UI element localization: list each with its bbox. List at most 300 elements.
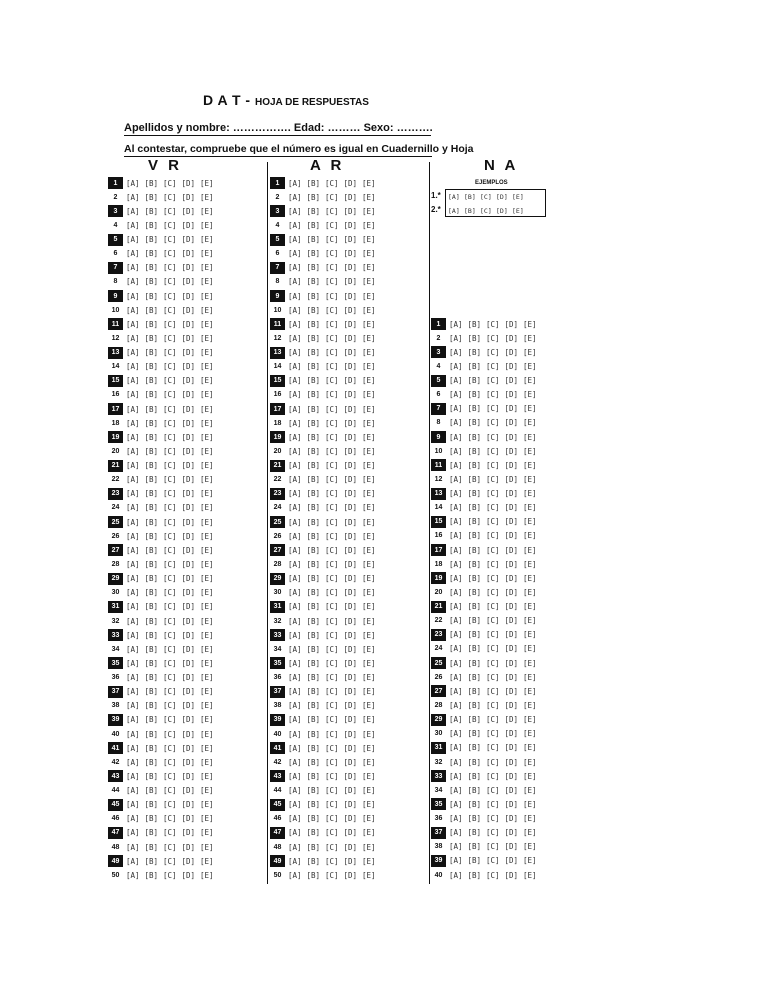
option-a[interactable]: [A]	[449, 672, 463, 682]
option-c[interactable]: [C]	[163, 489, 177, 499]
option-c[interactable]: [C]	[325, 319, 339, 329]
option-c[interactable]: [C]	[325, 715, 339, 725]
option-d[interactable]: [D]	[181, 644, 196, 654]
option-e[interactable]: [E]	[200, 446, 214, 456]
option-e[interactable]: [E]	[200, 757, 214, 767]
option-e[interactable]: [E]	[362, 291, 376, 301]
option-c[interactable]: [C]	[163, 263, 177, 273]
option-d[interactable]: [D]	[181, 715, 196, 725]
option-d[interactable]: [D]	[343, 729, 358, 739]
option-b[interactable]: [B]	[467, 432, 482, 442]
option-b[interactable]: [B]	[306, 856, 321, 866]
option-b[interactable]: [B]	[144, 235, 159, 245]
option-a[interactable]: [A]	[126, 856, 140, 866]
option-b[interactable]: [B]	[144, 531, 159, 541]
option-d[interactable]: [D]	[181, 517, 196, 527]
option-b[interactable]: [B]	[144, 715, 159, 725]
option-e[interactable]: [E]	[200, 687, 214, 697]
option-a[interactable]: [A]	[288, 418, 302, 428]
option-b[interactable]: [B]	[144, 658, 159, 668]
option-b[interactable]: [B]	[144, 757, 159, 767]
option-c[interactable]: [C]	[486, 701, 500, 710]
option-c[interactable]: [C]	[486, 418, 500, 428]
option-d[interactable]: [D]	[181, 602, 196, 612]
option-b[interactable]: [B]	[144, 743, 159, 753]
option-a[interactable]: [A]	[288, 729, 302, 739]
option-e[interactable]: [E]	[523, 602, 537, 612]
option-a[interactable]: [A]	[288, 644, 302, 654]
option-c[interactable]: [C]	[325, 291, 339, 301]
option-b[interactable]: [B]	[306, 319, 321, 329]
option-e[interactable]: [E]	[523, 630, 537, 640]
option-a[interactable]: [A]	[288, 701, 302, 711]
option-d[interactable]: [D]	[343, 489, 358, 499]
option-c[interactable]: [C]	[325, 475, 339, 485]
option-c[interactable]: [C]	[163, 870, 177, 880]
option-b[interactable]: [B]	[144, 673, 159, 683]
option-e[interactable]: [E]	[362, 517, 376, 527]
option-a[interactable]: [A]	[126, 235, 140, 245]
option-e[interactable]: [E]	[200, 263, 214, 273]
option-e[interactable]: [E]	[362, 673, 376, 683]
option-a[interactable]: [A]	[126, 291, 140, 301]
option-c[interactable]: [C]	[486, 545, 500, 555]
option-e[interactable]: [E]	[523, 771, 537, 781]
option-c[interactable]: [C]	[163, 715, 177, 725]
option-b[interactable]: [B]	[467, 630, 482, 640]
option-b[interactable]: [B]	[467, 686, 482, 696]
option-a[interactable]: [A]	[288, 235, 302, 245]
option-d[interactable]: [D]	[181, 348, 196, 358]
option-d[interactable]: [D]	[181, 446, 196, 456]
option-b[interactable]: [B]	[467, 404, 482, 414]
option-b[interactable]: [B]	[306, 446, 321, 456]
option-b[interactable]: [B]	[144, 630, 159, 640]
option-b[interactable]: [B]	[467, 658, 482, 668]
option-c[interactable]: [C]	[325, 376, 339, 386]
option-b[interactable]: [B]	[306, 348, 321, 358]
option-d[interactable]: [D]	[343, 842, 358, 852]
option-c[interactable]: [C]	[163, 446, 177, 456]
option-c[interactable]: [C]	[325, 644, 339, 654]
option-b[interactable]: [B]	[144, 305, 159, 315]
option-a[interactable]: [A]	[126, 446, 140, 456]
option-c[interactable]: [C]	[163, 432, 177, 442]
option-b[interactable]: [B]	[306, 574, 321, 584]
option-a[interactable]: [A]	[449, 630, 463, 640]
option-d[interactable]: [D]	[343, 658, 358, 668]
option-b[interactable]: [B]	[467, 771, 482, 781]
option-b[interactable]: [B]	[306, 206, 321, 216]
option-c[interactable]: [C]	[325, 701, 339, 711]
option-a[interactable]: [A]	[126, 828, 140, 838]
option-e[interactable]: [E]	[362, 503, 376, 513]
option-e[interactable]: [E]	[523, 446, 537, 456]
option-b[interactable]: [B]	[467, 418, 482, 428]
option-a[interactable]: [A]	[126, 489, 140, 499]
option-a[interactable]: [A]	[288, 206, 302, 216]
option-a[interactable]: [A]	[449, 602, 463, 612]
option-a[interactable]: [A]	[126, 729, 140, 739]
option-d[interactable]: [D]	[181, 630, 196, 640]
option-c[interactable]: [C]	[163, 588, 177, 598]
option-c[interactable]: [C]	[325, 771, 339, 781]
option-c[interactable]: [C]	[163, 602, 177, 612]
option-b[interactable]: [B]	[467, 333, 482, 343]
option-b[interactable]: [B]	[467, 644, 482, 654]
option-b[interactable]: [B]	[467, 573, 482, 583]
option-a[interactable]: [A]	[288, 842, 302, 852]
option-a[interactable]: [A]	[449, 729, 463, 739]
option-a[interactable]: [A]	[449, 517, 463, 527]
option-c[interactable]: [C]	[486, 715, 500, 725]
option-e[interactable]: [E]	[523, 376, 537, 386]
option-e[interactable]: [E]	[523, 757, 537, 767]
option-d[interactable]: [D]	[343, 390, 358, 400]
option-c[interactable]: [C]	[486, 361, 500, 371]
option-a[interactable]: [A]	[288, 630, 302, 640]
option-c[interactable]: [C]	[325, 348, 339, 358]
option-d[interactable]: [D]	[504, 715, 519, 725]
option-c[interactable]: [C]	[325, 249, 339, 259]
option-c[interactable]: [C]	[325, 786, 339, 796]
option-a[interactable]: [A]	[449, 658, 463, 668]
option-c[interactable]: [C]	[325, 828, 339, 838]
option-b[interactable]: [B]	[144, 178, 159, 188]
option-d[interactable]: [D]	[504, 404, 519, 414]
option-e[interactable]: [E]	[362, 602, 376, 612]
option-c[interactable]: [C]	[486, 686, 500, 696]
option-d[interactable]: [D]	[181, 475, 196, 485]
option-e[interactable]: [E]	[362, 560, 376, 569]
option-b[interactable]: [B]	[144, 263, 159, 273]
option-c[interactable]: [C]	[480, 193, 492, 201]
option-e[interactable]: [E]	[200, 333, 214, 343]
option-e[interactable]: [E]	[200, 475, 214, 485]
option-c[interactable]: [C]	[486, 460, 500, 470]
option-a[interactable]: [A]	[126, 192, 140, 202]
option-b[interactable]: [B]	[306, 178, 321, 188]
option-e[interactable]: [E]	[523, 814, 537, 824]
option-d[interactable]: [D]	[181, 376, 196, 386]
option-c[interactable]: [C]	[325, 545, 339, 555]
option-b[interactable]: [B]	[467, 474, 482, 484]
option-e[interactable]: [E]	[200, 418, 214, 428]
option-e[interactable]: [E]	[362, 319, 376, 329]
option-a[interactable]: [A]	[288, 432, 302, 442]
option-e[interactable]: [E]	[200, 178, 214, 188]
option-c[interactable]: [C]	[325, 192, 339, 202]
option-b[interactable]: [B]	[306, 517, 321, 527]
option-e[interactable]: [E]	[523, 644, 537, 654]
option-a[interactable]: [A]	[288, 687, 302, 697]
option-c[interactable]: [C]	[486, 573, 500, 583]
option-c[interactable]: [C]	[325, 870, 339, 880]
option-e[interactable]: [E]	[523, 390, 537, 400]
option-d[interactable]: [D]	[343, 828, 358, 838]
option-e[interactable]: [E]	[200, 390, 214, 400]
option-a[interactable]: [A]	[449, 319, 463, 329]
option-d[interactable]: [D]	[343, 743, 358, 753]
option-b[interactable]: [B]	[144, 319, 159, 329]
option-c[interactable]: [C]	[163, 729, 177, 739]
option-b[interactable]: [B]	[144, 446, 159, 456]
option-e[interactable]: [E]	[362, 856, 376, 866]
option-c[interactable]: [C]	[486, 828, 500, 838]
option-b[interactable]: [B]	[144, 800, 159, 810]
option-c[interactable]: [C]	[486, 757, 500, 767]
option-b[interactable]: [B]	[306, 630, 321, 640]
option-c[interactable]: [C]	[486, 319, 500, 329]
option-b[interactable]: [B]	[144, 574, 159, 584]
option-e[interactable]: [E]	[362, 418, 376, 428]
option-e[interactable]: [E]	[362, 757, 376, 767]
option-c[interactable]: [C]	[163, 517, 177, 527]
option-b[interactable]: [B]	[306, 687, 321, 697]
option-e[interactable]: [E]	[200, 503, 214, 513]
option-e[interactable]: [E]	[362, 715, 376, 725]
option-b[interactable]: [B]	[467, 616, 482, 626]
option-c[interactable]: [C]	[325, 446, 339, 456]
option-e[interactable]: [E]	[362, 842, 376, 852]
option-d[interactable]: [D]	[504, 474, 519, 484]
option-d[interactable]: [D]	[181, 249, 196, 259]
option-d[interactable]: [D]	[181, 305, 196, 315]
option-a[interactable]: [A]	[288, 291, 302, 301]
option-d[interactable]: [D]	[181, 362, 196, 372]
option-c[interactable]: [C]	[486, 517, 500, 527]
option-d[interactable]: [D]	[504, 743, 519, 753]
option-b[interactable]: [B]	[306, 771, 321, 781]
option-a[interactable]: [A]	[126, 786, 140, 796]
option-c[interactable]: [C]	[325, 687, 339, 697]
option-e[interactable]: [E]	[523, 870, 537, 880]
option-a[interactable]: [A]	[449, 715, 463, 725]
option-d[interactable]: [D]	[181, 757, 196, 767]
option-c[interactable]: [C]	[163, 856, 177, 866]
option-e[interactable]: [E]	[200, 404, 214, 414]
option-d[interactable]: [D]	[504, 828, 519, 838]
option-e[interactable]: [E]	[200, 856, 214, 866]
option-e[interactable]: [E]	[362, 771, 376, 781]
option-a[interactable]: [A]	[126, 263, 140, 273]
option-c[interactable]: [C]	[163, 390, 177, 400]
option-b[interactable]: [B]	[306, 531, 321, 541]
option-b[interactable]: [B]	[467, 559, 482, 569]
option-a[interactable]: [A]	[126, 602, 140, 612]
option-d[interactable]: [D]	[181, 192, 196, 202]
option-c[interactable]: [C]	[163, 305, 177, 315]
option-c[interactable]: [C]	[163, 333, 177, 343]
option-e[interactable]: [E]	[362, 489, 376, 499]
option-c[interactable]: [C]	[163, 842, 177, 852]
option-c[interactable]: [C]	[163, 531, 177, 541]
option-c[interactable]: [C]	[163, 800, 177, 810]
option-d[interactable]: [D]	[181, 489, 196, 499]
option-b[interactable]: [B]	[306, 743, 321, 753]
option-a[interactable]: [A]	[126, 404, 140, 414]
option-e[interactable]: [E]	[523, 361, 537, 371]
option-d[interactable]: [D]	[504, 333, 519, 343]
option-e[interactable]: [E]	[523, 489, 537, 499]
option-e[interactable]: [E]	[362, 362, 376, 372]
option-e[interactable]: [E]	[200, 319, 214, 329]
option-d[interactable]: [D]	[504, 602, 519, 612]
option-a[interactable]: [A]	[288, 616, 302, 626]
option-b[interactable]: [B]	[306, 757, 321, 767]
option-a[interactable]: [A]	[288, 249, 302, 259]
option-b[interactable]: [B]	[306, 602, 321, 612]
option-d[interactable]: [D]	[181, 545, 196, 555]
option-c[interactable]: [C]	[325, 333, 339, 343]
option-c[interactable]: [C]	[325, 404, 339, 414]
option-c[interactable]: [C]	[163, 574, 177, 584]
option-b[interactable]: [B]	[467, 743, 482, 753]
option-b[interactable]: [B]	[144, 192, 159, 202]
option-d[interactable]: [D]	[504, 545, 519, 555]
option-e[interactable]: [E]	[200, 602, 214, 612]
option-e[interactable]: [E]	[200, 249, 214, 259]
option-b[interactable]: [B]	[306, 828, 321, 838]
option-c[interactable]: [C]	[325, 517, 339, 527]
option-c[interactable]: [C]	[325, 178, 339, 188]
option-d[interactable]: [D]	[181, 673, 196, 683]
option-d[interactable]: [D]	[181, 786, 196, 796]
option-e[interactable]: [E]	[362, 263, 376, 273]
option-e[interactable]: [E]	[523, 460, 537, 470]
option-c[interactable]: [C]	[163, 814, 177, 824]
option-e[interactable]: [E]	[200, 701, 214, 711]
option-b[interactable]: [B]	[144, 856, 159, 866]
option-d[interactable]: [D]	[181, 842, 196, 852]
option-e[interactable]: [E]	[362, 786, 376, 796]
option-c[interactable]: [C]	[486, 503, 500, 513]
option-b[interactable]: [B]	[144, 644, 159, 654]
option-c[interactable]: [C]	[486, 587, 500, 597]
option-c[interactable]: [C]	[486, 559, 500, 569]
option-a[interactable]: [A]	[126, 743, 140, 753]
option-d[interactable]: [D]	[343, 673, 358, 683]
option-d[interactable]: [D]	[181, 461, 196, 471]
option-a[interactable]: [A]	[449, 587, 463, 597]
option-d[interactable]: [D]	[343, 588, 358, 598]
option-a[interactable]: [A]	[449, 347, 463, 357]
option-b[interactable]: [B]	[144, 277, 159, 287]
option-c[interactable]: [C]	[163, 192, 177, 202]
option-e[interactable]: [E]	[362, 475, 376, 485]
option-e[interactable]: [E]	[523, 559, 537, 569]
option-b[interactable]: [B]	[144, 348, 159, 358]
option-e[interactable]: [E]	[362, 616, 376, 626]
option-c[interactable]: [C]	[486, 390, 500, 400]
option-a[interactable]: [A]	[449, 404, 463, 414]
option-c[interactable]: [C]	[163, 418, 177, 428]
option-a[interactable]: [A]	[126, 715, 140, 725]
option-d[interactable]: [D]	[504, 361, 519, 371]
option-b[interactable]: [B]	[144, 616, 159, 626]
option-a[interactable]: [A]	[288, 461, 302, 471]
option-b[interactable]: [B]	[467, 729, 482, 739]
option-e[interactable]: [E]	[523, 729, 537, 739]
option-a[interactable]: [A]	[288, 517, 302, 527]
option-d[interactable]: [D]	[181, 588, 196, 598]
option-e[interactable]: [E]	[362, 249, 376, 259]
option-d[interactable]: [D]	[343, 475, 358, 485]
option-b[interactable]: [B]	[467, 517, 482, 527]
option-a[interactable]: [A]	[449, 814, 463, 824]
option-d[interactable]: [D]	[343, 687, 358, 697]
option-c[interactable]: [C]	[325, 729, 339, 739]
option-d[interactable]: [D]	[181, 235, 196, 245]
option-a[interactable]: [A]	[288, 489, 302, 499]
option-c[interactable]: [C]	[486, 771, 500, 781]
option-b[interactable]: [B]	[306, 333, 321, 343]
option-c[interactable]: [C]	[325, 757, 339, 767]
option-a[interactable]: [A]	[288, 178, 302, 188]
option-b[interactable]: [B]	[467, 489, 482, 499]
option-d[interactable]: [D]	[504, 729, 519, 739]
option-a[interactable]: [A]	[449, 785, 463, 795]
option-c[interactable]: [C]	[163, 673, 177, 683]
option-d[interactable]: [D]	[504, 686, 519, 696]
option-a[interactable]: [A]	[126, 517, 140, 527]
option-e[interactable]: [E]	[362, 432, 376, 442]
option-b[interactable]: [B]	[306, 503, 321, 513]
option-e[interactable]: [E]	[362, 574, 376, 584]
option-c[interactable]: [C]	[325, 206, 339, 216]
option-c[interactable]: [C]	[325, 856, 339, 866]
option-a[interactable]: [A]	[449, 799, 463, 809]
option-e[interactable]: [E]	[523, 743, 537, 753]
option-b[interactable]: [B]	[306, 418, 321, 428]
option-a[interactable]: [A]	[126, 616, 140, 626]
option-c[interactable]: [C]	[325, 574, 339, 584]
option-e[interactable]: [E]	[523, 474, 537, 484]
option-d[interactable]: [D]	[343, 771, 358, 781]
option-a[interactable]: [A]	[288, 828, 302, 838]
option-b[interactable]: [B]	[144, 220, 159, 230]
option-c[interactable]: [C]	[486, 856, 500, 866]
option-e[interactable]: [E]	[512, 193, 524, 201]
option-e[interactable]: [E]	[362, 658, 376, 668]
option-b[interactable]: [B]	[467, 715, 482, 725]
option-b[interactable]: [B]	[306, 404, 321, 414]
option-b[interactable]: [B]	[306, 432, 321, 442]
option-b[interactable]: [B]	[306, 220, 321, 230]
option-e[interactable]: [E]	[362, 531, 376, 541]
option-b[interactable]: [B]	[306, 376, 321, 386]
option-e[interactable]: [E]	[200, 673, 214, 683]
option-c[interactable]: [C]	[325, 305, 339, 315]
option-d[interactable]: [D]	[343, 800, 358, 810]
option-d[interactable]: [D]	[343, 616, 358, 626]
option-c[interactable]: [C]	[163, 461, 177, 471]
option-a[interactable]: [A]	[449, 616, 463, 626]
option-e[interactable]: [E]	[362, 235, 376, 245]
option-d[interactable]: [D]	[181, 560, 196, 569]
option-c[interactable]: [C]	[486, 743, 500, 753]
option-b[interactable]: [B]	[464, 193, 476, 201]
option-e[interactable]: [E]	[362, 305, 376, 315]
option-d[interactable]: [D]	[343, 517, 358, 527]
option-b[interactable]: [B]	[306, 235, 321, 245]
option-a[interactable]: [A]	[126, 800, 140, 810]
option-b[interactable]: [B]	[467, 503, 482, 513]
option-b[interactable]: [B]	[306, 475, 321, 485]
option-d[interactable]: [D]	[343, 545, 358, 555]
option-e[interactable]: [E]	[362, 828, 376, 838]
option-a[interactable]: [A]	[288, 333, 302, 343]
